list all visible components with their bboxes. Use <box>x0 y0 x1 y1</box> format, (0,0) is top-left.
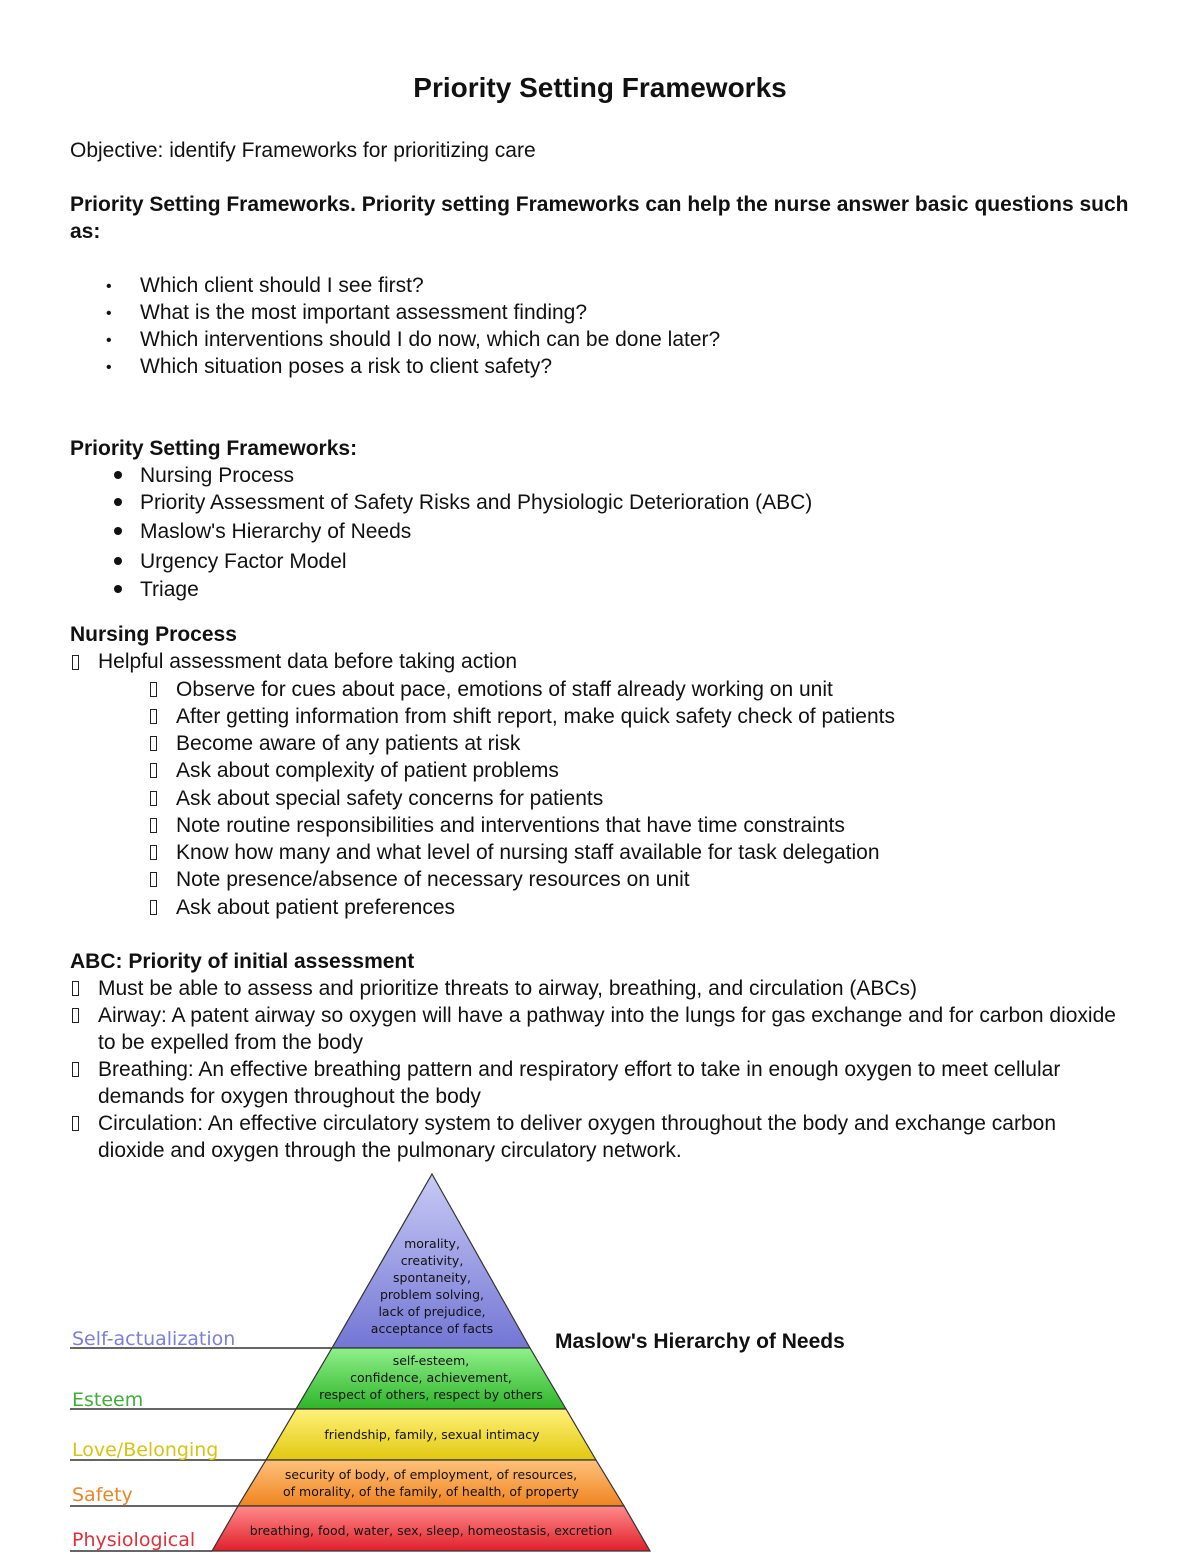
tier-text-line: lack of prejudice, <box>378 1304 486 1319</box>
list-item: What is the most important assessment finding? <box>140 301 588 324</box>
tier-text-line: confidence, achievement, <box>350 1370 512 1385</box>
bullet-icon: • <box>106 332 112 349</box>
tier-text-line: breathing, food, water, sex, sleep, homeostasis, excretion <box>249 1523 613 1538</box>
bullet-icon <box>114 557 122 565</box>
list-item: Triage <box>140 578 199 601</box>
tier-text-line: respect of others, respect by others <box>319 1387 543 1402</box>
bullet-icon: • <box>106 359 112 376</box>
list-item: Become aware of any patients at risk <box>176 732 521 755</box>
box-bullet-icon <box>150 791 157 806</box>
abc-heading: ABC: Priority of initial assessment <box>70 950 415 973</box>
level-label-physiological: Physiological <box>72 1529 196 1551</box>
list-item: Know how many and what level of nursing staff available for task delegation <box>176 841 880 864</box>
bullet-icon <box>114 527 122 535</box>
level-label-esteem: Esteem <box>72 1389 144 1411</box>
list-item: Ask about complexity of patient problems <box>176 759 559 782</box>
box-bullet-icon <box>150 736 157 751</box>
tier-text-line: friendship, family, sexual intimacy <box>324 1427 540 1442</box>
box-bullet-icon <box>150 763 157 778</box>
intro-paragraph: Priority Setting Frameworks. Priority setting Frameworks can help the nurse answer basic questions such as: <box>70 193 1129 243</box>
list-item: Urgency Factor Model <box>140 550 347 573</box>
tier-text-line: creativity, <box>400 1253 464 1268</box>
tier-text-line: of morality, of the family, of health, of property <box>283 1484 579 1499</box>
list-item: Nursing Process <box>140 464 295 487</box>
tier-text-line: acceptance of facts <box>370 1321 494 1336</box>
tier-text-line: problem solving, <box>379 1287 485 1302</box>
box-bullet-icon <box>72 1116 79 1131</box>
bullet-icon <box>114 498 122 506</box>
box-bullet-icon <box>150 818 157 833</box>
box-bullet-icon <box>150 682 157 697</box>
list-item: Which interventions should I do now, which can be done later? <box>140 328 721 351</box>
bullet-icon: • <box>106 278 112 295</box>
list-item: Priority Assessment of Safety Risks and Physiologic Deterioration (ABC) <box>140 491 813 514</box>
box-bullet-icon <box>72 1008 79 1023</box>
box-bullet-icon <box>150 845 157 860</box>
list-item: Maslow's Hierarchy of Needs <box>140 520 412 543</box>
tier-text-line: security of body, of employment, of resources, <box>284 1467 578 1482</box>
list-item: Note routine responsibilities and interventions that have time constraints <box>176 814 845 837</box>
list-item: Must be able to assess and prioritize threats to airway, breathing, and circulation (ABCs) <box>98 977 917 1000</box>
list-item: Observe for cues about pace, emotions of staff already working on unit <box>176 678 833 701</box>
box-bullet-icon <box>72 981 79 996</box>
level-label-self-actualization: Self-actualization <box>72 1328 236 1350</box>
tier-text-line: spontaneity, <box>393 1270 471 1285</box>
tier-text-line: self-esteem, <box>392 1353 470 1368</box>
frameworks-heading: Priority Setting Frameworks: <box>70 437 358 460</box>
level-label-love: Love/Belonging <box>72 1439 219 1461</box>
box-bullet-icon <box>150 872 157 887</box>
list-item: Circulation: An effective circulatory system to deliver oxygen throughout the body and exchange carbon dioxide and oxygen through the pulmonary circulatory network. <box>98 1112 1057 1162</box>
maslow-pyramid-diagram <box>0 1170 1200 1553</box>
list-item: After getting information from shift report, make quick safety check of patients <box>176 705 895 728</box>
list-item: Which client should I see first? <box>140 274 424 297</box>
objective-text: Objective: identify Frameworks for prioritizing care <box>70 139 536 162</box>
list-item: Airway: A patent airway so oxygen will have a pathway into the lungs for gas exchange and for carbon dioxide to be expelled from the body <box>98 1004 1116 1054</box>
box-bullet-icon <box>72 1062 79 1077</box>
box-bullet-icon <box>150 709 157 724</box>
list-item: Breathing: An effective breathing pattern and respiratory effort to take in enough oxygen to meet cellular demands for oxygen throughout the body <box>98 1058 1061 1108</box>
list-item: Which situation poses a risk to client safety? <box>140 355 553 378</box>
list-item: Note presence/absence of necessary resources on unit <box>176 868 690 891</box>
page-title: Priority Setting Frameworks <box>413 72 787 103</box>
list-item: Ask about patient preferences <box>176 896 456 919</box>
list-item: Ask about special safety concerns for patients <box>176 787 604 810</box>
bullet-icon: • <box>106 305 112 322</box>
pyramid-caption: Maslow's Hierarchy of Needs <box>555 1330 845 1353</box>
box-bullet-icon <box>72 655 79 670</box>
bullet-icon <box>114 471 122 479</box>
level-label-safety: Safety <box>72 1484 133 1506</box>
tier-text-line: morality, <box>404 1236 460 1251</box>
bullet-icon <box>114 585 122 593</box>
nursing-process-heading: Nursing Process <box>70 623 237 646</box>
list-item: Helpful assessment data before taking action <box>98 650 518 673</box>
box-bullet-icon <box>150 900 157 915</box>
